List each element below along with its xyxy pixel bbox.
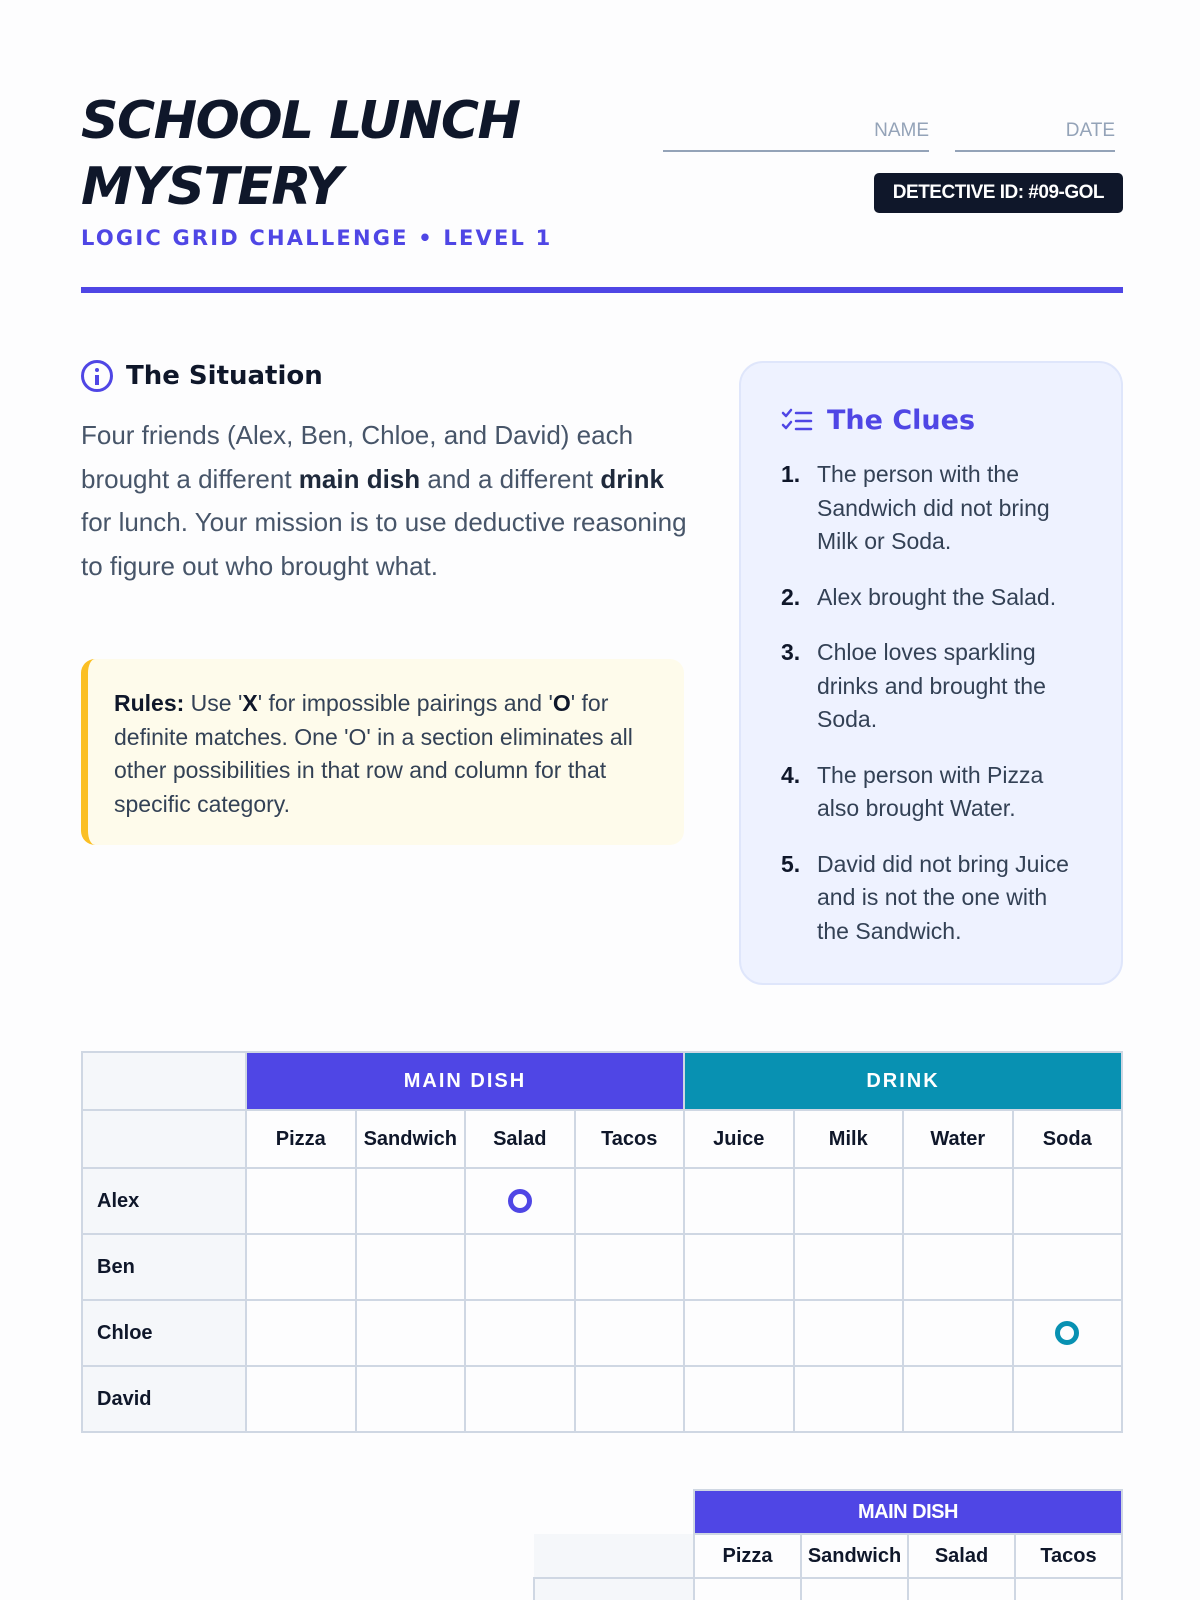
clue-text: David did not bring Juice and is not the one with the Sandwich.	[817, 850, 1069, 944]
table-row	[82, 1168, 1122, 1234]
grid-cell[interactable]	[903, 1366, 1013, 1432]
student-info	[663, 120, 1123, 210]
column-header-pizza: Pizza	[246, 1110, 356, 1168]
column-header-sandwich: Sandwich	[356, 1110, 466, 1168]
situation-heading-row	[81, 360, 691, 392]
grid-cell[interactable]	[908, 1578, 1015, 1600]
column-header-milk: Milk	[794, 1110, 904, 1168]
row-header-alex: Alex	[82, 1168, 246, 1234]
grid-cell[interactable]	[465, 1234, 575, 1300]
clue-item	[781, 636, 1081, 737]
grid-cell[interactable]	[794, 1300, 904, 1366]
rules-o-symbol: O	[552, 690, 571, 716]
clue-text: The person with Pizza also brought Water.	[817, 761, 1044, 821]
column-header-tacos: Tacos	[575, 1110, 685, 1168]
situation-bold-main-dish: main dish	[298, 463, 421, 494]
grid-cell[interactable]	[684, 1300, 794, 1366]
grid-cell[interactable]	[1013, 1366, 1123, 1432]
clue-item	[781, 759, 1081, 826]
grid-cell[interactable]	[356, 1300, 466, 1366]
rules-text: ' for impossible pairings and '	[257, 690, 553, 716]
grid-cell[interactable]	[575, 1234, 685, 1300]
grid-cell[interactable]	[903, 1168, 1013, 1234]
grid-cell[interactable]	[465, 1366, 575, 1432]
grid-cell[interactable]	[575, 1168, 685, 1234]
page-subtitle: LOGIC GRID CHALLENGE • LEVEL 1	[81, 226, 553, 250]
grid-cell[interactable]	[246, 1168, 356, 1234]
clue-text: Chloe loves sparkling drinks and brought the Soda.	[817, 639, 1046, 732]
situation-heading: The Situation	[126, 361, 323, 391]
clue-text: The person with the Sandwich did not bring Milk or Soda.	[817, 461, 1050, 554]
name-field[interactable]: NAME	[663, 120, 929, 152]
main-dish-header: MAIN DISH	[246, 1052, 684, 1110]
situation-text-part: for lunch. Your mission is to use deductive reasoning to figure out who brought what.	[81, 507, 687, 581]
clue-item	[781, 581, 1081, 615]
rules-text: Use '	[184, 690, 243, 716]
header-divider	[81, 287, 1123, 293]
clue-number: 4.	[781, 761, 801, 788]
checklist-icon	[781, 408, 813, 434]
situation-section	[81, 360, 691, 588]
table-row	[82, 1366, 1122, 1432]
date-field[interactable]: DATE	[955, 120, 1115, 152]
o-mark-icon	[1055, 1321, 1079, 1345]
grid2-corner	[534, 1534, 694, 1578]
rules-label: Rules:	[114, 690, 185, 716]
secondary-logic-grid	[533, 1489, 1123, 1600]
clue-text: Alex brought the Salad.	[817, 583, 1057, 610]
grid-cell[interactable]	[801, 1578, 908, 1600]
grid-cell[interactable]	[684, 1168, 794, 1234]
column-header-tacos: Tacos	[1015, 1534, 1122, 1578]
grid-cell-chloe-soda[interactable]	[1013, 1300, 1123, 1366]
column-header-sandwich: Sandwich	[801, 1534, 908, 1578]
clue-number: 3.	[781, 639, 801, 665]
page-title: SCHOOL LUNCH MYSTERY	[81, 91, 520, 217]
grid-cell[interactable]	[356, 1366, 466, 1432]
grid-cell[interactable]	[465, 1300, 575, 1366]
grid-cell[interactable]	[903, 1300, 1013, 1366]
situation-bold-drink: drink	[600, 463, 664, 494]
grid-cell-alex-salad[interactable]	[465, 1168, 575, 1234]
grid2-row-header	[534, 1578, 694, 1600]
rules-text: ' for definite matches. One 'O' in a section eliminates all other possibilities in that row and column for that specific category.	[114, 690, 633, 817]
main-dish-header-2: MAIN DISH	[694, 1490, 1122, 1534]
grid-cell[interactable]	[1013, 1168, 1123, 1234]
grid-cell[interactable]	[794, 1234, 904, 1300]
row-header-chloe: Chloe	[82, 1300, 246, 1366]
grid-cell[interactable]	[794, 1168, 904, 1234]
o-mark-icon	[508, 1189, 532, 1213]
grid-cell[interactable]	[246, 1300, 356, 1366]
grid-corner	[82, 1110, 246, 1168]
rules-x-symbol: X	[242, 690, 258, 716]
grid-cell[interactable]	[246, 1366, 356, 1432]
grid-cell[interactable]	[684, 1366, 794, 1432]
grid-cell[interactable]	[356, 1234, 466, 1300]
column-header-salad: Salad	[465, 1110, 575, 1168]
clue-number: 2.	[781, 583, 801, 610]
column-header-water: Water	[903, 1110, 1013, 1168]
table-row	[534, 1578, 1122, 1600]
grid-cell[interactable]	[1013, 1234, 1123, 1300]
grid-cell[interactable]	[575, 1300, 685, 1366]
grid-cell[interactable]	[903, 1234, 1013, 1300]
grid-cell[interactable]	[694, 1578, 801, 1600]
clue-item	[781, 848, 1081, 949]
grid-cell[interactable]	[246, 1234, 356, 1300]
column-header-soda: Soda	[1013, 1110, 1123, 1168]
drink-header: DRINK	[684, 1052, 1122, 1110]
grid-cell[interactable]	[575, 1366, 685, 1432]
row-header-ben: Ben	[82, 1234, 246, 1300]
grid2-blank	[534, 1490, 694, 1534]
grid-cell[interactable]	[684, 1234, 794, 1300]
info-icon	[81, 360, 113, 392]
clue-number: 1.	[781, 461, 801, 487]
situation-text-part: Four friends (Alex, Ben, Chloe, and David) each brought a different	[81, 420, 634, 494]
grid-corner	[82, 1052, 246, 1110]
rules-callout	[81, 659, 684, 845]
column-header-pizza: Pizza	[694, 1534, 801, 1578]
worksheet-header	[81, 88, 1123, 250]
situation-text	[81, 414, 691, 588]
table-row	[82, 1234, 1122, 1300]
clues-panel	[739, 361, 1123, 985]
clues-heading-row	[781, 405, 1081, 436]
table-row	[82, 1300, 1122, 1366]
clue-number: 5.	[781, 850, 801, 877]
column-header-juice: Juice	[684, 1110, 794, 1168]
detective-id-badge: DETECTIVE ID: #09-GOL	[874, 173, 1123, 213]
row-header-david: David	[82, 1366, 246, 1432]
grid-cell[interactable]	[1015, 1578, 1122, 1600]
situation-text-part: and a different	[420, 463, 601, 494]
grid-cell[interactable]	[794, 1366, 904, 1432]
column-header-salad: Salad	[908, 1534, 1015, 1578]
clues-heading: The Clues	[827, 405, 976, 436]
logic-grid	[81, 1051, 1123, 1433]
grid-cell[interactable]	[356, 1168, 466, 1234]
clue-item	[781, 458, 1081, 559]
